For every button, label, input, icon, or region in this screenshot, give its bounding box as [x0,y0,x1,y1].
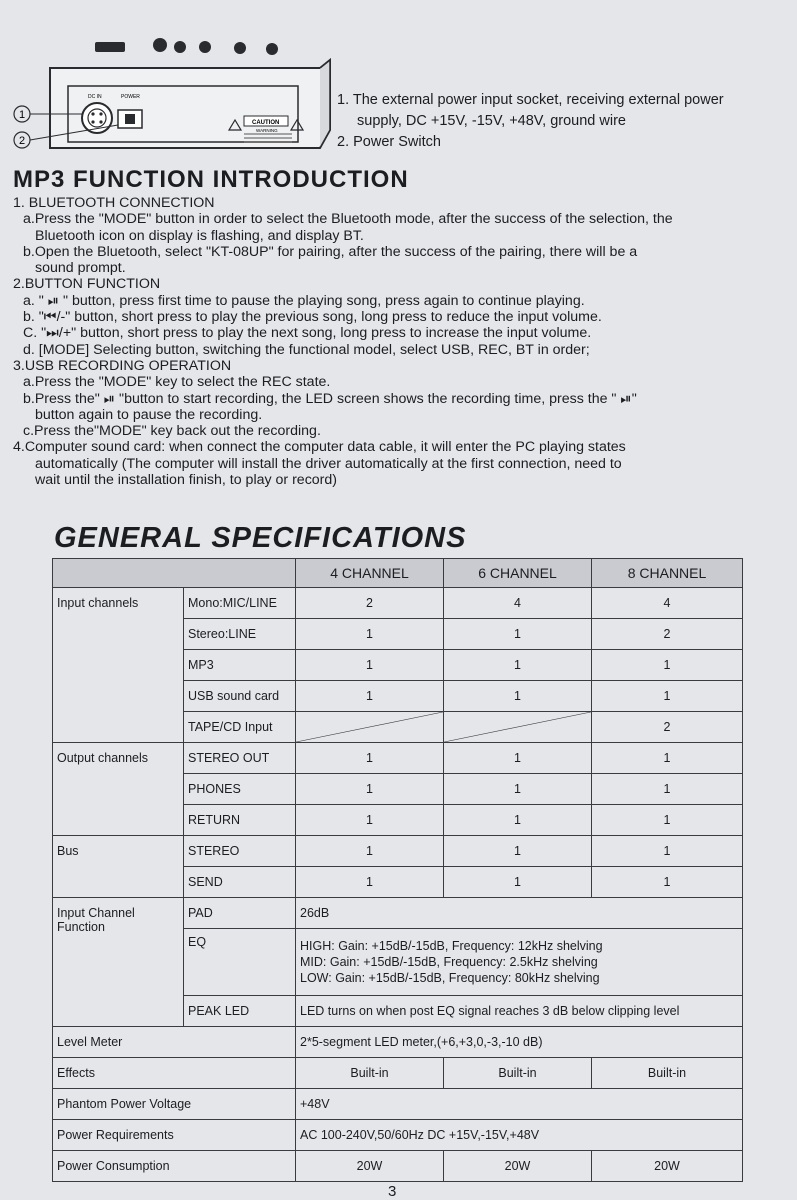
cell: 1 [444,867,592,898]
callout-1: 1 [18,109,26,121]
cell: 1 [296,650,444,681]
row-label: RETURN [184,805,296,836]
row-label: MP3 [184,650,296,681]
cell: Built-in [592,1058,743,1089]
group-label: Input Channel Function [53,898,184,1027]
row-label: Power Consumption [53,1151,296,1182]
cell: 1 [296,743,444,774]
cell: 4 [444,588,592,619]
instruction-line: b.Press the" ⏯ "button to start recording, the LED screen shows the recording time, press the " ⏯" [23,390,637,407]
row-label: PHONES [184,774,296,805]
cell: 4 [592,588,743,619]
instruction-line: b.Open the Bluetooth, select "KT-08UP" for pairing, after the success of the pairing, there will be a [23,243,638,260]
row-label: PAD [184,898,296,929]
row-label: STEREO [184,836,296,867]
cell: 2*5-segment LED meter,(+6,+3,0,-3,-10 dB) [296,1027,743,1058]
instruction-line: a.Press the "MODE" button in order to select the Bluetooth mode, after the success of the selection, the [23,211,673,228]
cell: 2 [592,712,743,743]
instruction-line: automatically (The computer will install the driver automatically at the first connection, need to [35,455,622,472]
caution-label: CAUTION [252,120,280,126]
table-row [53,1120,743,1151]
row-label: Mono:MIC/LINE [184,588,296,619]
table-header-row [53,559,743,588]
row-label: SEND [184,867,296,898]
row-label: Level Meter [53,1027,296,1058]
cell: 1 [296,867,444,898]
table-row [53,1151,743,1182]
cell: 1 [592,774,743,805]
row-label: EQ [184,929,296,996]
cell: 1 [444,836,592,867]
instruction-line: c.Press the"MODE" key back out the recording. [23,423,321,440]
cell: 1 [592,867,743,898]
table-row [53,898,743,929]
col-header: 6 CHANNEL [444,559,592,588]
col-header: 4 CHANNEL [296,559,444,588]
table-row [53,743,743,774]
col-header: 8 CHANNEL [592,559,743,588]
eq-line: HIGH: Gain: +15dB/-15dB, Frequency: 12kHz shelving [300,939,603,953]
cell: 1 [444,774,592,805]
cell: LED turns on when post EQ signal reaches 3 dB below clipping level [296,996,743,1027]
cell: 26dB [296,898,743,929]
group-label: Input channels [53,588,184,743]
cell: 1 [444,650,592,681]
mp3-section-title: MP3 FUNCTION INTRODUCTION [13,166,409,193]
eq-line: MID: Gain: +15dB/-15dB, Frequency: 2.5kHz shelving [300,955,598,969]
cell: Built-in [296,1058,444,1089]
row-label: USB sound card [184,681,296,712]
row-label: Phantom Power Voltage [53,1089,296,1120]
instruction-line: a. " ⏯ " button, press first time to pause the playing song, press again to continue playing. [23,292,585,309]
cell: 1 [592,743,743,774]
cell: 1 [444,743,592,774]
instruction-section-heading: 1. BLUETOOTH CONNECTION [13,195,215,211]
cell: Built-in [444,1058,592,1089]
table-row [53,836,743,867]
note-line: 2. Power Switch [337,134,441,150]
row-label: STEREO OUT [184,743,296,774]
panel-notes [337,90,724,153]
cell: 1 [296,619,444,650]
instruction-section-heading: 2.BUTTON FUNCTION [13,276,161,293]
cell: 2 [296,588,444,619]
row-label: TAPE/CD Input [184,712,296,743]
instruction-section-heading: 4.Computer sound card: when connect the computer data cable, it will enter the PC playing states [13,439,626,456]
eq-cell [296,929,743,996]
instruction-line: a.Press the "MODE" key to select the REC state. [23,374,331,391]
cell: 1 [592,836,743,867]
instruction-line: wait until the installation finish, to play or record) [35,472,338,489]
note-line: supply, DC +15V, -15V, +48V, ground wire [357,113,626,129]
power-label: POWER [121,94,140,100]
row-label: Effects [53,1058,296,1089]
cell: 1 [444,619,592,650]
row-label: Power Requirements [53,1120,296,1151]
cell: +48V [296,1089,743,1120]
cell: 1 [592,805,743,836]
page-number: 3 [388,1183,397,1200]
instruction-line: C. "⏭/+" button, short press to play the next song, long press to increase the input volume. [23,325,592,342]
cell: 1 [444,681,592,712]
mp3-instructions [13,195,783,488]
cell: 1 [592,650,743,681]
instruction-line: b. "⏮/-" button, short press to play the previous song, long press to reduce the input volume. [23,309,602,326]
mixer-rear-panel-illustration [0,30,340,158]
cell: 2 [592,619,743,650]
instruction-line: d. [MODE] Selecting button, switching the functional model, select USB, REC, BT in order; [23,341,590,358]
group-label: Output channels [53,743,184,836]
cell: AC 100-240V,50/60Hz DC +15V,-15V,+48V [296,1120,743,1151]
group-label: Bus [53,836,184,898]
cell: 1 [444,805,592,836]
not-applicable-cell [296,712,444,743]
table-row [53,1027,743,1058]
instruction-section-heading: 3.USB RECORDING OPERATION [13,357,232,374]
not-applicable-cell [444,712,592,743]
instruction-line: button again to pause the recording. [35,406,263,423]
cell: 20W [444,1151,592,1182]
row-label: Stereo:LINE [184,619,296,650]
cell: 1 [296,774,444,805]
instruction-line: sound prompt. [35,260,126,277]
cell: 1 [592,681,743,712]
table-row [53,1058,743,1089]
spec-section-title: GENERAL SPECIFICATIONS [54,522,467,554]
cell: 1 [296,681,444,712]
instruction-line: Bluetooth icon on display is flashing, and display BT. [35,227,364,244]
dc-in-label: DC IN [88,94,102,100]
cell: 1 [296,836,444,867]
spec-table [52,558,743,1182]
table-row [53,588,743,619]
warning-label: WARNING [256,128,278,133]
cell: 20W [592,1151,743,1182]
cell: 1 [296,805,444,836]
note-line: 1. The external power input socket, receiving external power [337,92,724,108]
cell: 20W [296,1151,444,1182]
table-row [53,1089,743,1120]
row-label: PEAK LED [184,996,296,1027]
eq-line: LOW: Gain: +15dB/-15dB, Frequency: 80kHz shelving [300,971,600,985]
callout-2: 2 [18,135,26,147]
